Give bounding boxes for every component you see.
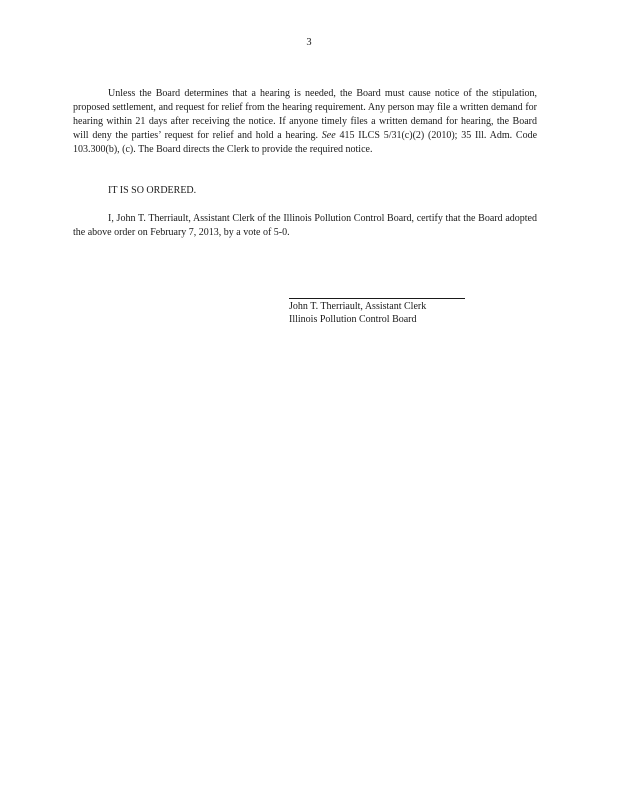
signature-line bbox=[289, 298, 465, 299]
page-number: 3 bbox=[306, 37, 312, 48]
notice-paragraph-text: Unless the Board determines that a hearing is needed, the Board must cause notice of the stipulation, proposed settlement, and request for relief from the hearing requirement. Any person may file a written demand for hearing within 21 days after receiving the notice. If anyone timely files a written demand for hearing, the Board will deny the parties’ request for relief and hold a hearing. bbox=[73, 88, 537, 141]
signer-name-title: John T. Therriault, Assistant Clerk bbox=[289, 301, 427, 312]
signer-organization: Illinois Pollution Control Board bbox=[289, 314, 417, 325]
citation-text: 415 ILCS 5/31(c)(2) (2010); 35 Ill. Adm. Code 103.300(b), (c). The Board directs the Clerk to provide the required notice. bbox=[73, 130, 538, 155]
notice-paragraph bbox=[73, 87, 537, 157]
citation-signal: See bbox=[321, 130, 336, 141]
certification-paragraph: I, John T. Therriault, Assistant Clerk of the Illinois Pollution Control Board, certify that the Board adopted the above order on February 7, 2013, by a vote of 5-0. bbox=[73, 213, 537, 238]
order-statement: IT IS SO ORDERED. bbox=[108, 185, 197, 196]
signature-block bbox=[289, 300, 426, 326]
